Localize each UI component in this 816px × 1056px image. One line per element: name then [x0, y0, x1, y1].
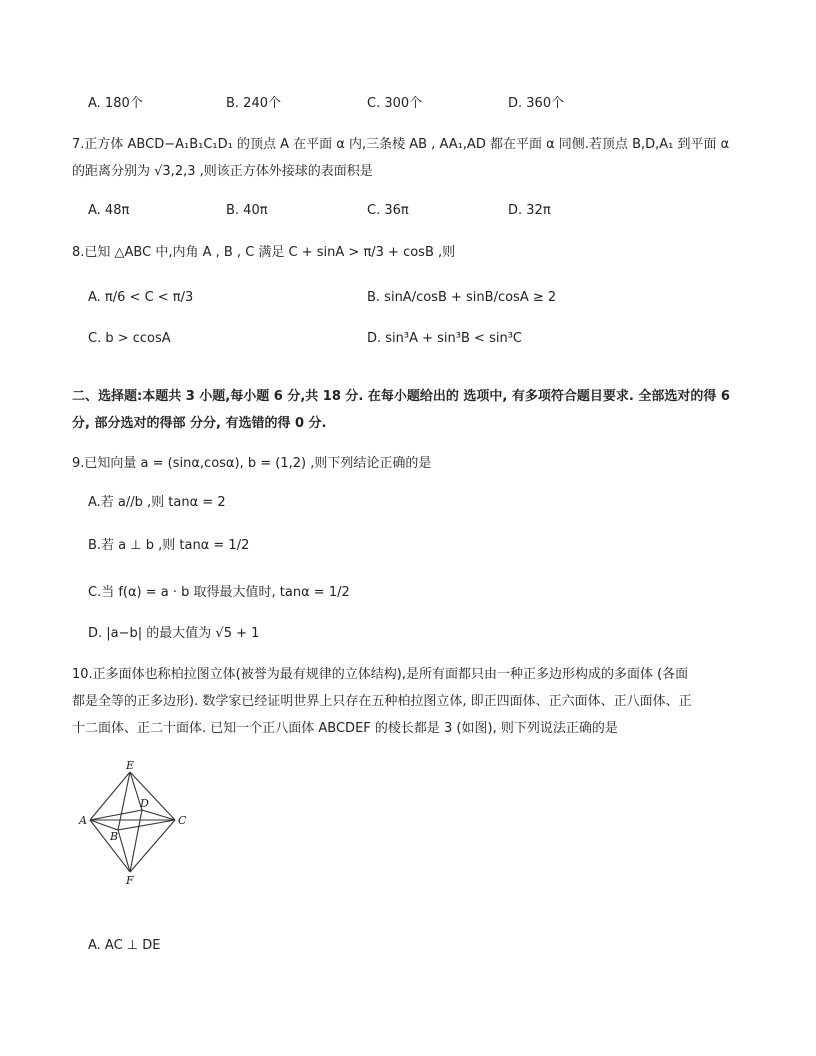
q6-option-c: C. 300个 [367, 96, 423, 111]
edge-af [90, 820, 130, 872]
label-f: F [126, 874, 134, 885]
q8-option-b: B. sinA/cosB + sinB/cosA ≥ 2 [367, 290, 557, 305]
label-c: C [178, 814, 187, 827]
q7-option-d: D. 32π [508, 203, 551, 218]
q10-option-a: A. AC ⊥ DE [88, 938, 161, 953]
q10-stem-line1: 10.正多面体也称柏拉图立体(被誉为最有规律的立体结构),是所有面都只由一种正多边形构成的多面体 (各面 [72, 667, 689, 682]
q7-option-c: C. 36π [367, 203, 409, 218]
q6-option-b: B. 240个 [226, 96, 281, 111]
q9-option-c: C.当 f(α) = a · b 取得最大值时, tanα = 1/2 [88, 585, 350, 600]
q8-stem: 8.已知 △ABC 中,内角 A , B , C 满足 C + sinA > π/3 + cosB ,则 [72, 245, 456, 260]
q6-option-a: A. 180个 [88, 96, 143, 111]
q10-stem-line2: 都是全等的正多边形). 数学家已经证明世界上只存在五种柏拉图立体, 即正四面体、正六面体、正八面体、正 [72, 694, 692, 709]
q9-option-b: B.若 a ⊥ b ,则 tanα = 1/2 [88, 538, 250, 553]
edge-df [130, 810, 142, 872]
edge-bc [118, 820, 175, 830]
q6-option-d: D. 360个 [508, 96, 565, 111]
q10-stem-line3: 十二面体、正二十面体. 已知一个正八面体 ABCDEF 的棱长都是 3 (如图), 则下列说法正确的是 [72, 721, 618, 736]
section2-heading-line2: 分, 部分选对的得部 分分, 有选错的得 0 分. [72, 416, 327, 431]
edge-ad [90, 810, 142, 820]
q7-stem-line1: 7.正方体 ABCD−A₁B₁C₁D₁ 的顶点 A 在平面 α 内,三条棱 AB , AA₁,AD 都在平面 α 同侧.若顶点 B,D,A₁ 到平面 α [72, 137, 730, 152]
q9-option-d: D. |a−b| 的最大值为 √5 + 1 [88, 626, 260, 641]
edge-bf [118, 830, 130, 872]
label-e: E [126, 760, 135, 772]
label-d: D [140, 797, 149, 810]
q7-stem-line2: 的距离分别为 √3,2,3 ,则该正方体外接球的表面积是 [72, 164, 373, 179]
section2-heading-line1: 二、选择题:本题共 3 小题,每小题 6 分,共 18 分. 在每小题给出的 选项中, 有多项符合题目要求. 全部选对的得 6 [72, 389, 730, 404]
q9-option-a: A.若 a//b ,则 tanα = 2 [88, 495, 226, 510]
edge-eb [118, 772, 130, 830]
edge-cf [130, 820, 175, 872]
edge-ea [90, 772, 130, 820]
q7-option-a: A. 48π [88, 203, 130, 218]
q9-stem: 9.已知向量 a = (sinα,cosα), b = (1,2) ,则下列结论正确的是 [72, 456, 432, 471]
label-a: A [79, 814, 87, 827]
octahedron-figure [70, 760, 200, 885]
q8-option-d: D. sin³A + sin³B < sin³C [367, 331, 522, 346]
q8-option-a: A. π/6 < C < π/3 [88, 290, 194, 305]
q8-option-c: C. b > ccosA [88, 331, 171, 346]
q7-option-b: B. 40π [226, 203, 268, 218]
label-b: B [110, 830, 119, 843]
